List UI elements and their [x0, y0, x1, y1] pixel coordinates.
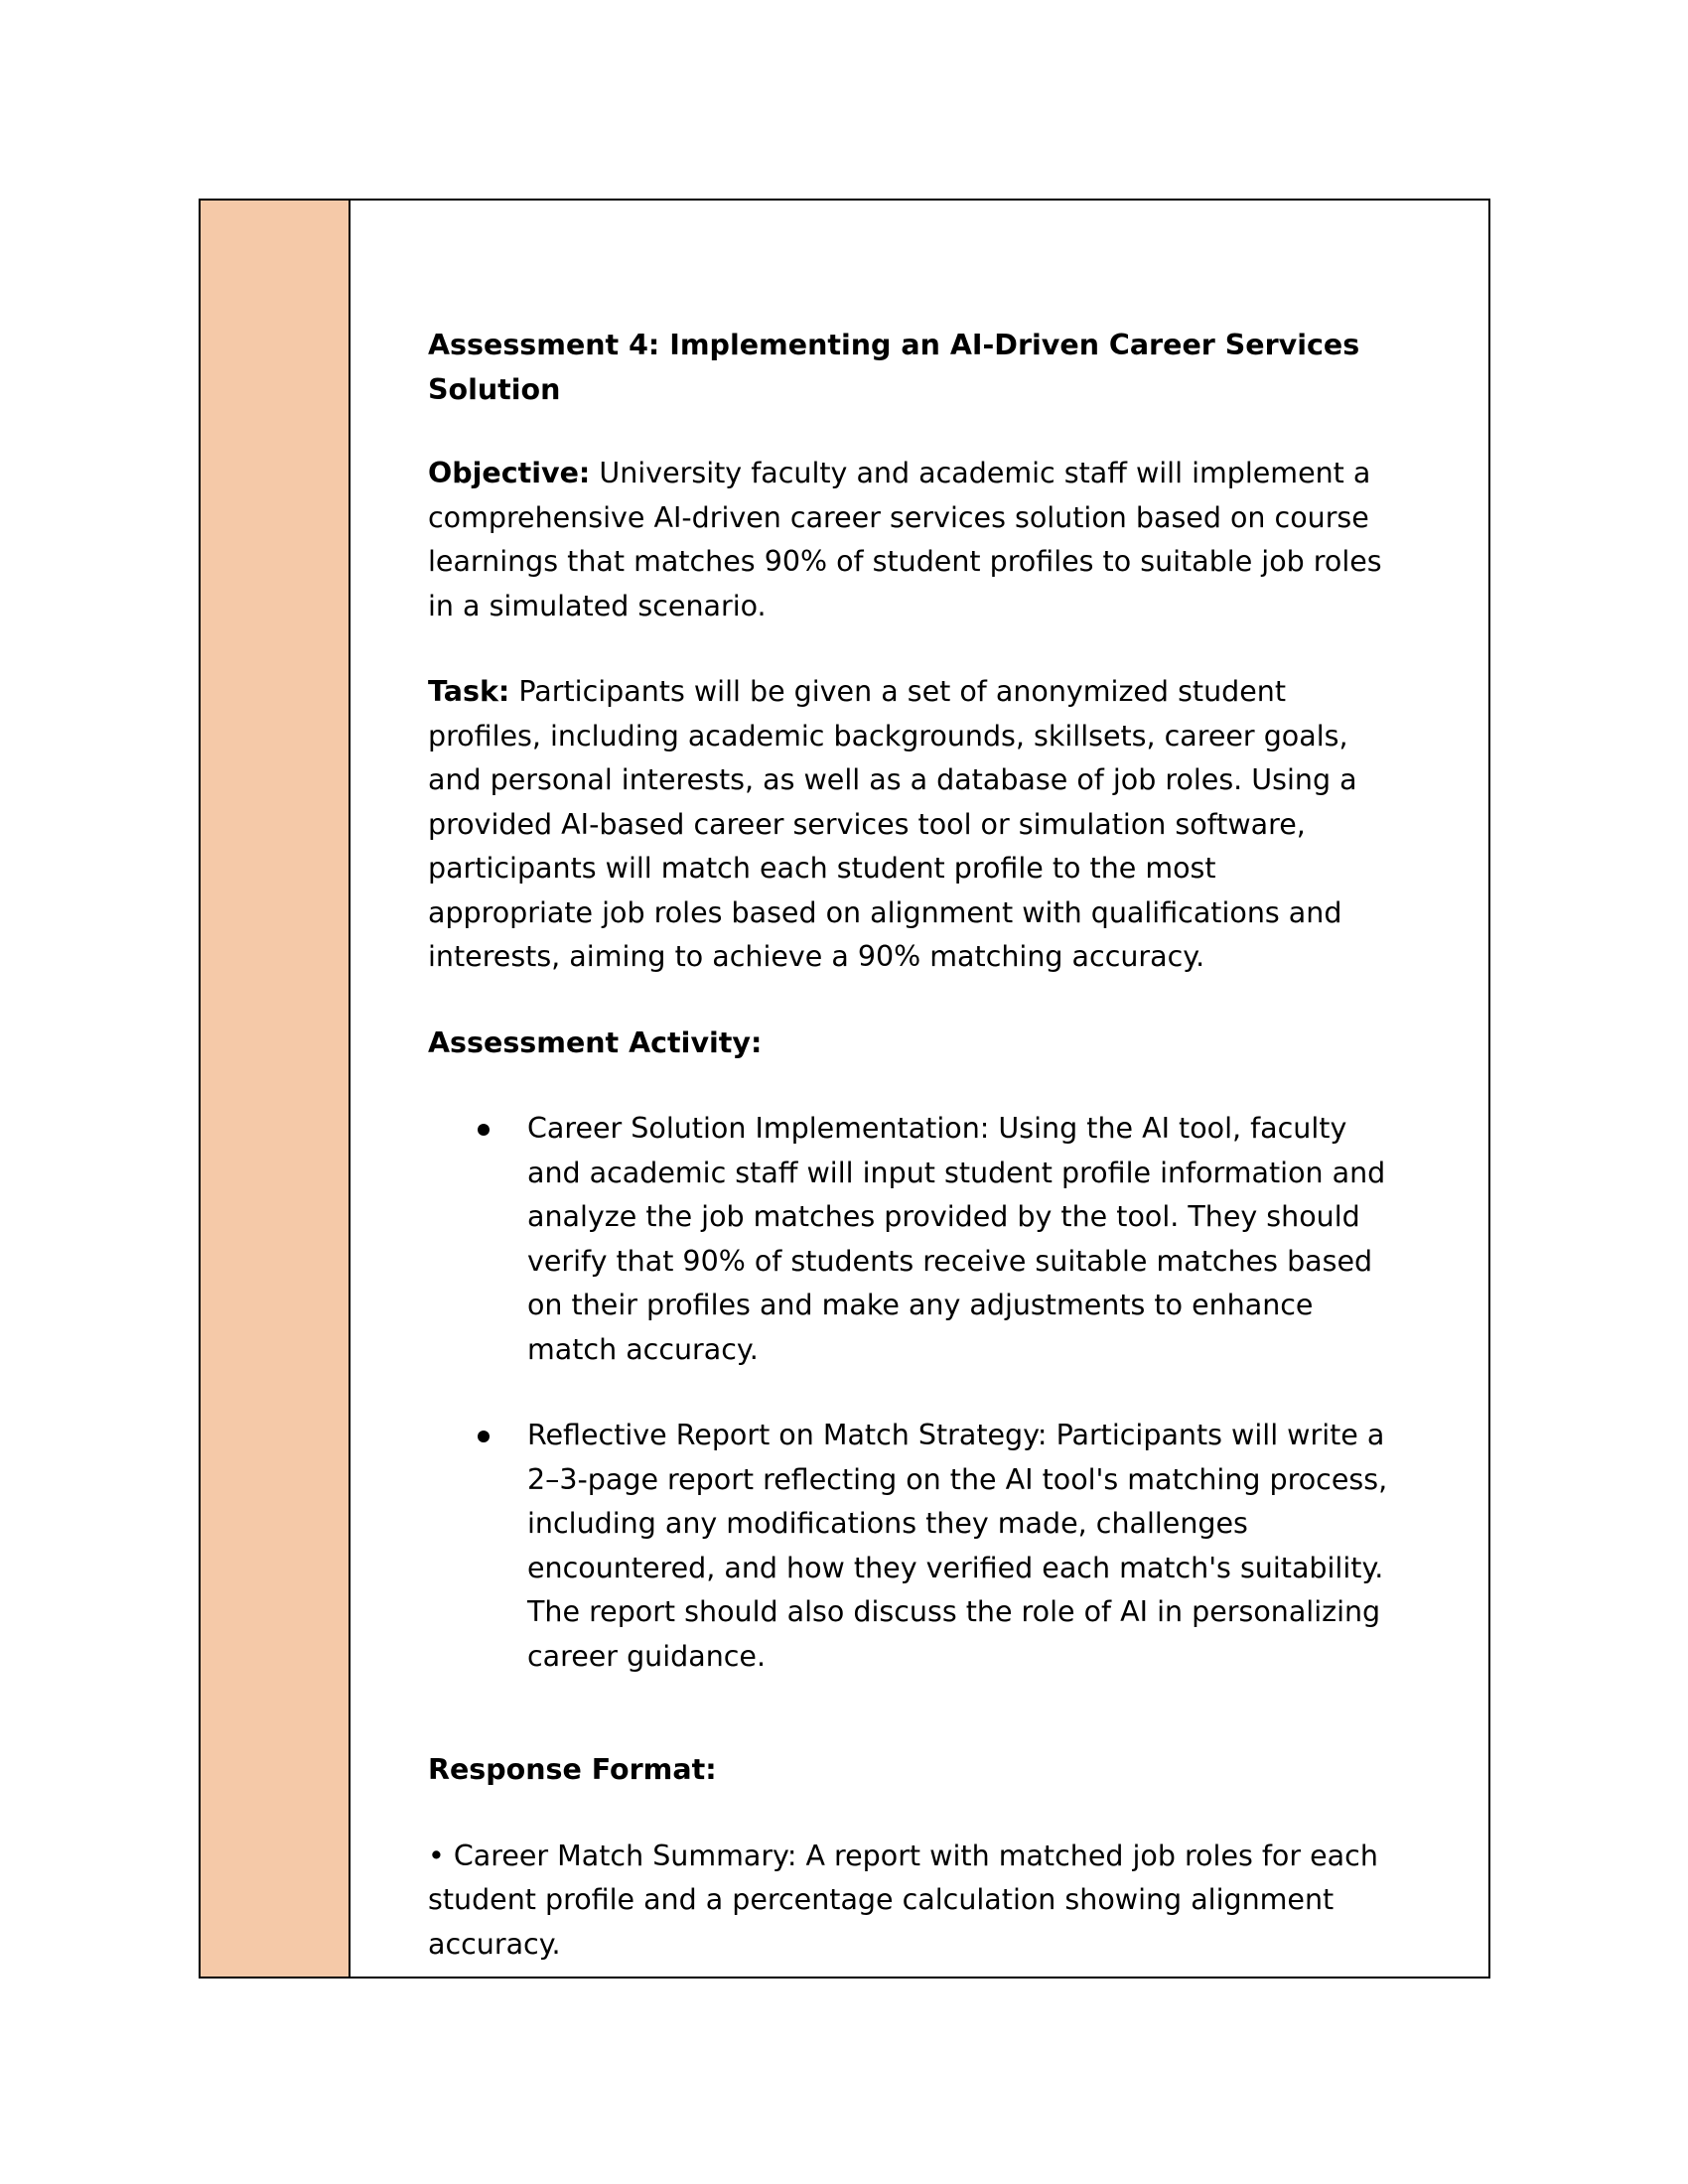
activity-list	[428, 1107, 1389, 1679]
assessment-activity-heading: Assessment Activity:	[428, 1025, 763, 1059]
task-paragraph	[428, 670, 1389, 980]
bullet-icon	[478, 1124, 490, 1136]
bullet-icon	[478, 1431, 490, 1442]
objective-text: University faculty and academic staff will implement a comprehensive AI-driven career services solution based on course learnings that matches 90% of student profiles to suitable job roles in a simulated scenario.	[428, 457, 1382, 622]
card-content	[351, 201, 1488, 1977]
activity-item-text: Career Solution Implementation: Using the AI tool, faculty and academic staff will input student profile information and analyze the job matches provided by the tool. They should verify that 90% of students receive suitable matches based on their profiles and make any adjustments to enhance match accuracy.	[527, 1112, 1386, 1366]
accent-sidebar	[201, 201, 351, 1977]
list-item	[527, 1107, 1389, 1372]
assessment-card	[199, 199, 1490, 1979]
response-format-item: • Career Match Summary: A report with matched job roles for each student profile and a percentage calculation showing alignment accuracy.	[428, 1839, 1378, 1961]
assessment-title: Assessment 4: Implementing an AI-Driven Career Services Solution	[428, 329, 1360, 406]
activity-item-text: Reflective Report on Match Strategy: Participants will write a 2–3-page report reflecting on the AI tool's matching process, including any modifications they made, challenges encountered, and how they verified each match's suitability. The report should also discuss the role of AI in personalizing career guidance.	[527, 1419, 1388, 1673]
objective-label: Objective:	[428, 457, 591, 489]
objective-paragraph	[428, 452, 1389, 628]
response-format-heading: Response Format:	[428, 1753, 717, 1786]
list-item	[527, 1414, 1389, 1679]
task-text: Participants will be given a set of anonymized student profiles, including academic backgrounds, skillsets, career goals, and personal interests, as well as a database of job roles. Using a provided AI-based career services tool or simulation software, participants will match each student profile to the most appropriate job roles based on alignment with qualifications and interests, aiming to achieve a 90% matching accuracy.	[428, 675, 1357, 973]
task-label: Task:	[428, 675, 510, 708]
